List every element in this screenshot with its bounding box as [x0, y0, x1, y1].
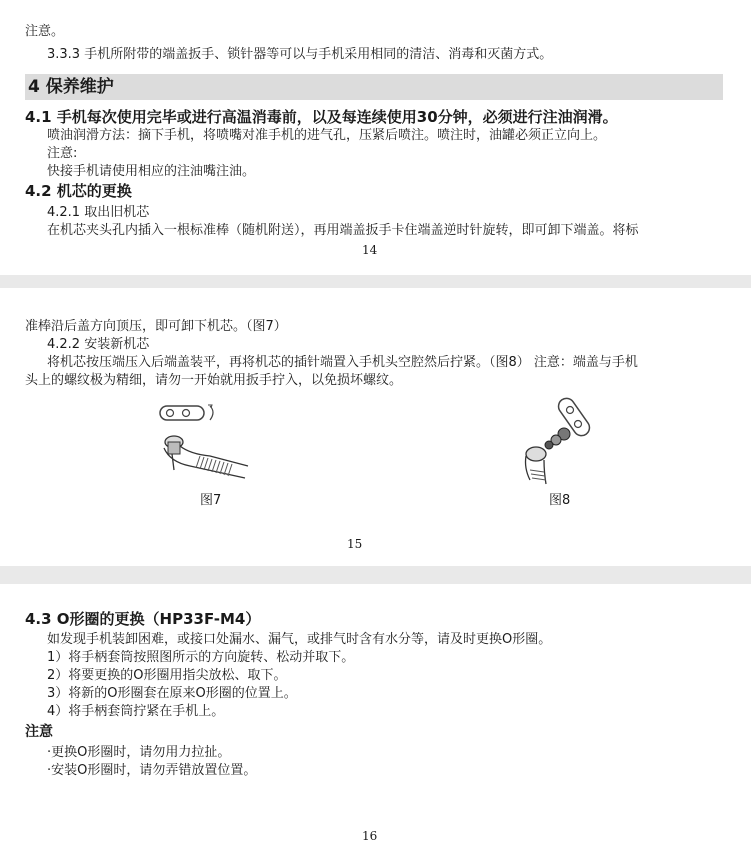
install-cartridge-text-2: 头上的螺纹极为精细，请勿一开始就用扳手拧入，以免损坏螺纹。 [25, 373, 403, 388]
figure-8-cartridge-illustration [508, 388, 608, 493]
install-cartridge-text-1: 将机芯按压端压入后端盖装平，再将机芯的插针端置入手机头空腔然后拧紧。（图8） 注意：端盖与手机 [47, 355, 638, 370]
manual-page-14 [0, 0, 751, 275]
figure-7-caption: 图7 [200, 493, 222, 508]
note-label: 注意: [47, 146, 78, 161]
quick-connect-note: 快接手机请使用相应的注油嘴注油。 [47, 164, 256, 179]
step-item: 4）将手柄套筒拧紧在手机上。 [47, 704, 225, 719]
text-line: 准棒沿后盖方向顶压，即可卸下机芯。（图7） [25, 319, 287, 334]
section-4-1-heading: 4.1 手机每次使用完毕或进行高温消毒前，以及每连续使用30分钟，必须进行注油润滑。 [25, 108, 618, 126]
section-4-3-heading: 4.3 O形圈的更换（HP33F-M4） [25, 610, 261, 628]
note-item: ·更换O形圈时，请勿用力拉扯。 [47, 745, 231, 760]
o-ring-intro-text: 如发现手机装卸困难，或接口处漏水、漏气，或排气时含有水分等，请及时更换O形圈。 [47, 632, 552, 647]
text-line-3-3-3: 3.3.3 手机所附带的端盖扳手、锁针器等可以与手机采用相同的清洁、消毒和灭菌方式。 [47, 47, 553, 62]
figure-8-caption: 图8 [549, 493, 571, 508]
remove-cartridge-text: 在机芯夹头孔内插入一根标准棒（随机附送），再用端盖扳手卡住端盖逆时针旋转，即可卸下端盖。将标 [47, 223, 639, 238]
section-4-2-1-heading: 4.2.1 取出旧机芯 [47, 205, 150, 220]
lubrication-method-text: 喷油润滑方法：摘下手机，将喷嘴对准手机的进气孔，压紧后喷注。喷注时，油罐必须正立向上。 [47, 128, 607, 143]
step-item: 3）将新的O形圈套在原来O形圈的位置上。 [47, 686, 297, 701]
page-number: 14 [362, 243, 378, 257]
text-line: 注意。 [25, 24, 65, 39]
page-number: 16 [362, 829, 378, 843]
notice-heading: 注意 [25, 724, 53, 740]
section-4-heading-bar [25, 74, 723, 100]
section-4-2-2-heading: 4.2.2 安装新机芯 [47, 337, 150, 352]
section-4-2-heading: 4.2 机芯的更换 [25, 182, 132, 200]
page-number: 15 [347, 537, 363, 551]
manual-page-15 [0, 288, 751, 566]
step-item: 1）将手柄套筒按照图所示的方向旋转、松动并取下。 [47, 650, 355, 665]
figure-7-handpiece-illustration [150, 396, 260, 488]
note-item: ·安装O形圈时，请勿弄错放置位置。 [47, 763, 257, 778]
section-4-heading: 4 保养维护 [28, 77, 114, 97]
manual-page-16 [0, 584, 751, 858]
step-item: 2）将要更换的O形圈用指尖放松、取下。 [47, 668, 287, 683]
